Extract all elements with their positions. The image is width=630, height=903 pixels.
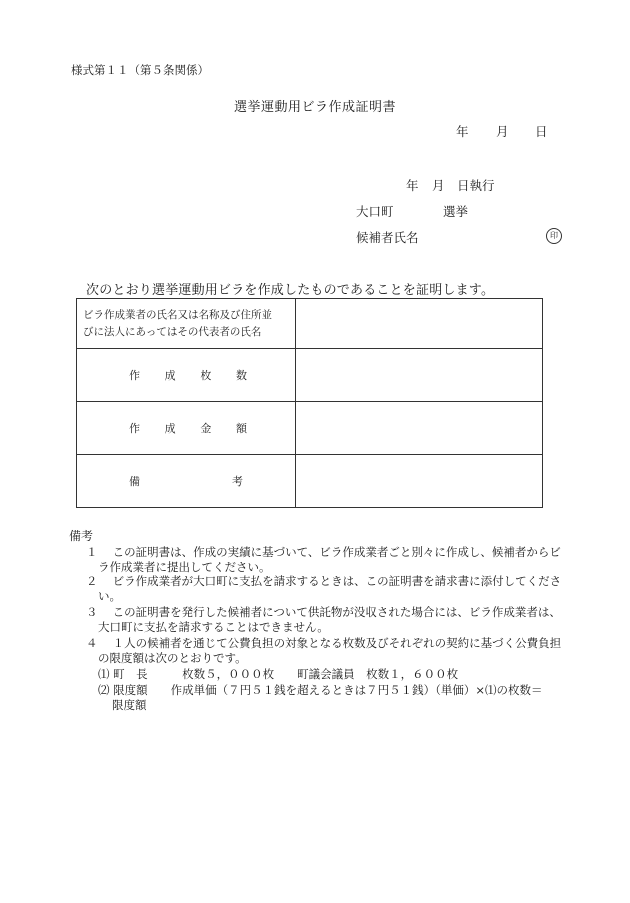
sub-text: 町 長 枚数５，０００枚 町議会議員 枚数１，６００枚 [113,667,459,681]
note-text: ビラ作成業者が大口町に支払を請求するときは、この証明書を請求書に添付してくださ [112,574,562,588]
amount-label-char: 作 [129,422,140,435]
vendor-label-cell [77,299,296,349]
candidate-name-label: 候補者氏名 [356,230,419,245]
remarks-value-cell[interactable] [296,455,543,508]
note-number: ２ [86,574,98,588]
remark-sub-2 [98,683,578,712]
remark-note-4 [86,636,576,665]
town-name: 大口町 [356,204,394,219]
amount-label-char: 成 [164,422,176,435]
remark-note-3 [86,605,576,634]
table-row [77,402,543,455]
date-day-label: 日 [535,124,548,139]
quantity-label-char: 成 [164,369,176,382]
form-number: 様式第１１（第５条関係） [71,63,209,77]
quantity-label-char: 数 [235,369,247,382]
remarks-label-cell [77,455,296,508]
note-number: １ [86,545,98,559]
election-label: 選挙 [443,204,469,219]
amount-label-char: 額 [235,422,247,435]
sub-number: ⑴ [98,667,110,681]
remark-note-1 [86,545,576,574]
amount-label-cell [77,402,296,455]
vendor-label-line1: ビラ作成業者の氏名又は名称及び住所並 [83,308,272,321]
note-text: この証明書は、作成の実績に基づいて、ビラ作成業者ごと別々に作成し、候補者からビ [112,545,561,559]
quantity-label-char: 枚 [200,369,212,382]
remarks-label-char: 備 [129,475,140,488]
note-text: 大口町に支払を請求することはできません。 [98,619,329,634]
date-month-label: 月 [496,124,509,139]
certification-statement: 次のとおり選挙運動用ビラを作成したものであることを証明します。 [86,283,495,298]
amount-value-cell[interactable] [296,402,543,455]
note-text: この証明書を発行した候補者について供託物が没収された場合には、ビラ作成業者は、 [112,605,561,619]
remarks-title: 備考 [69,529,94,543]
note-text: １人の候補者を通じて公費負担の対象となる枚数及びそれぞれの契約に基づく公費負担 [112,636,562,650]
sub-text: 限度額 [112,697,147,712]
table-row [77,299,543,349]
exec-day-label: 日執行 [457,178,495,193]
remark-note-2 [86,574,576,603]
remark-sub-1 [98,667,578,682]
note-number: ４ [86,636,98,650]
exec-month-label: 月 [432,178,445,193]
table-row [77,349,543,402]
document-title: 選挙運動用ビラ作成証明書 [233,100,396,115]
sub-number: ⑵ [98,683,110,697]
exec-year-label: 年 [406,178,419,193]
amount-label-char: 金 [200,422,212,435]
seal-mark: 印 [546,228,562,244]
note-text: の限度額は次のとおりです。 [98,650,247,665]
note-text: い。 [98,588,121,603]
quantity-value-cell[interactable] [296,349,543,402]
table-row [77,455,543,508]
vendor-label-line2: びに法人にあってはその代表者の氏名 [83,325,262,338]
vendor-value-cell[interactable] [296,299,543,349]
certificate-table [76,298,543,508]
sub-text: 限度額 作成単価（７円５１銭を超えるときは７円５１銭）（単価）×⑴の枚数＝ [113,683,543,697]
note-number: ３ [86,605,98,619]
quantity-label-cell [77,349,296,402]
note-text: ラ作成業者に提出してください。 [98,559,271,574]
quantity-label-char: 作 [129,369,140,382]
date-year-label: 年 [456,124,469,139]
remarks-label-char: 考 [232,475,243,488]
